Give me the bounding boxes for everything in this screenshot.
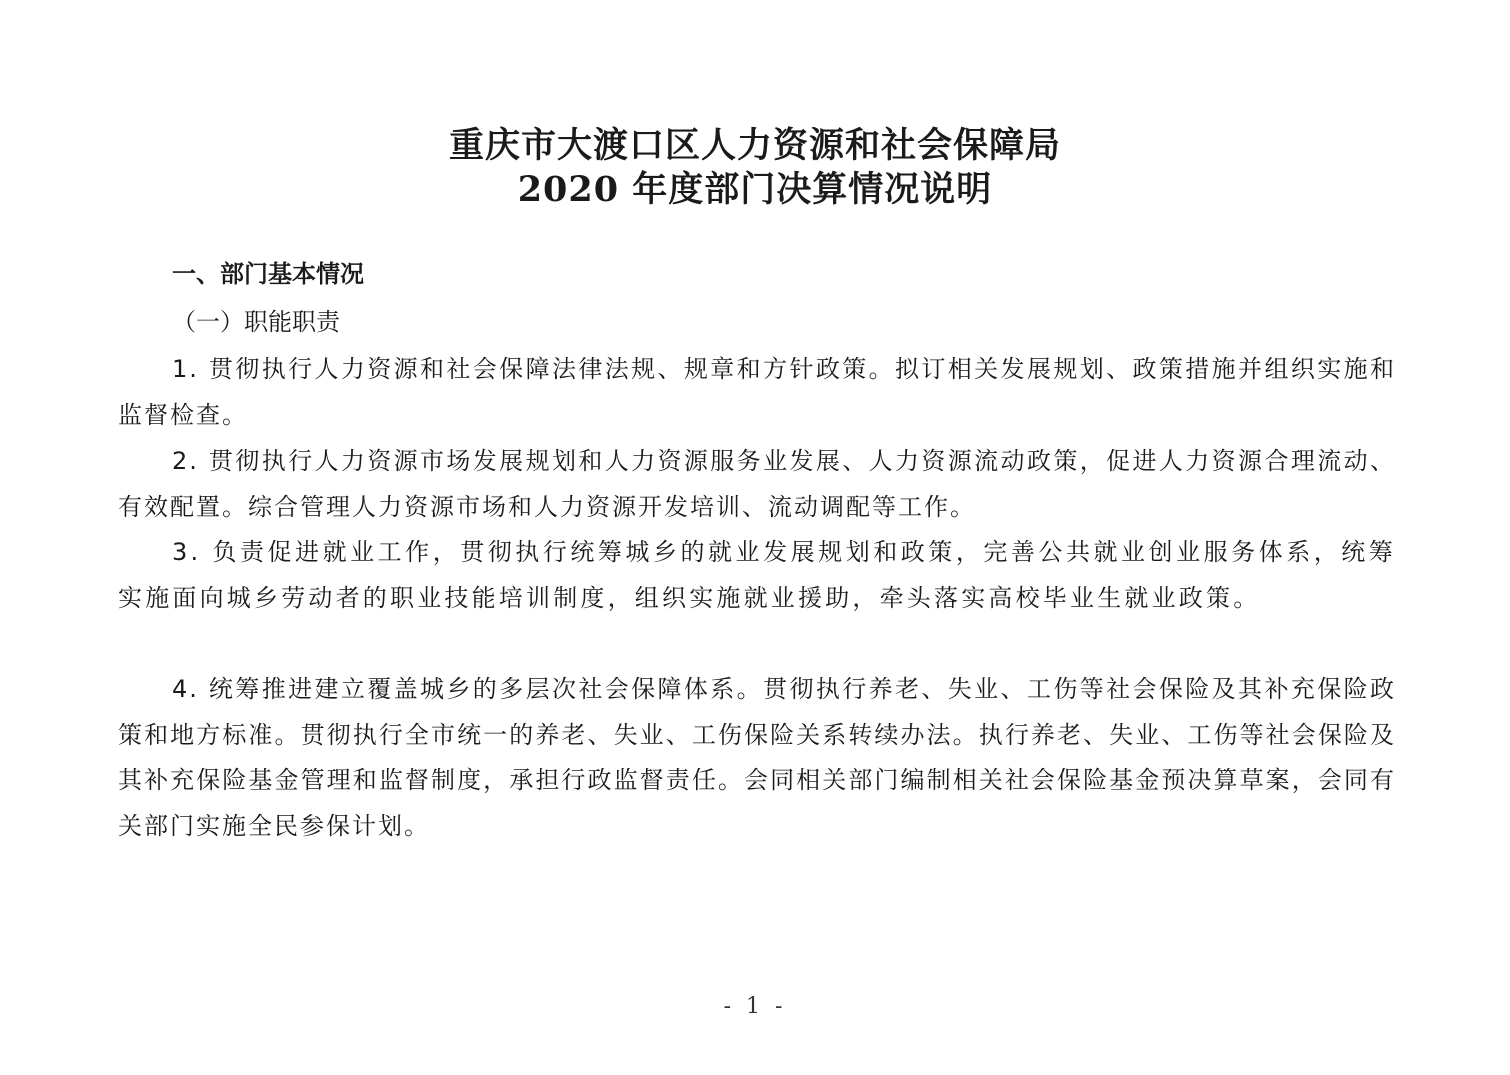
paragraph-4: 4. 统筹推进建立覆盖城乡的多层次社会保障体系。贯彻执行养老、失业、工伤等社会保险及其补充保险政策和地方标准。贯彻执行全市统一的养老、失业、工伤保险关系转续办法。执行养老、失业、工伤等社会保险及其补充保险基金管理和监督制度，承担行政监督责任。会同相关部门编制相关社会保险基金预决算草案，会同有关部门实施全民参保计划。 bbox=[118, 675, 1396, 840]
section-heading: 一、部门基本情况 bbox=[172, 260, 364, 288]
page-number: - 1 - bbox=[723, 994, 787, 1019]
document-title-line-2: 2020 年度部门决算情况说明 bbox=[517, 169, 993, 210]
paragraph-3: 3. 负责促进就业工作，贯彻执行统筹城乡的就业发展规划和政策，完善公共就业创业服务体系，统筹实施面向城乡劳动者的职业技能培训制度，组织实施就业援助，牵头落实高校毕业生就业政策。 bbox=[118, 538, 1396, 612]
paragraph-2: 2. 贯彻执行人力资源市场发展规划和人力资源服务业发展、人力资源流动政策，促进人力资源合理流动、有效配置。综合管理人力资源市场和人力资源开发培训、流动调配等工作。 bbox=[118, 447, 1396, 521]
paragraph-1: 1. 贯彻执行人力资源和社会保障法律法规、规章和方针政策。拟订相关发展规划、政策措施并组织实施和监督检查。 bbox=[118, 355, 1396, 429]
document-title-line-1: 重庆市大渡口区人力资源和社会保障局 bbox=[448, 125, 1061, 166]
sub-heading-duties: （一）职能职责 bbox=[172, 308, 340, 336]
